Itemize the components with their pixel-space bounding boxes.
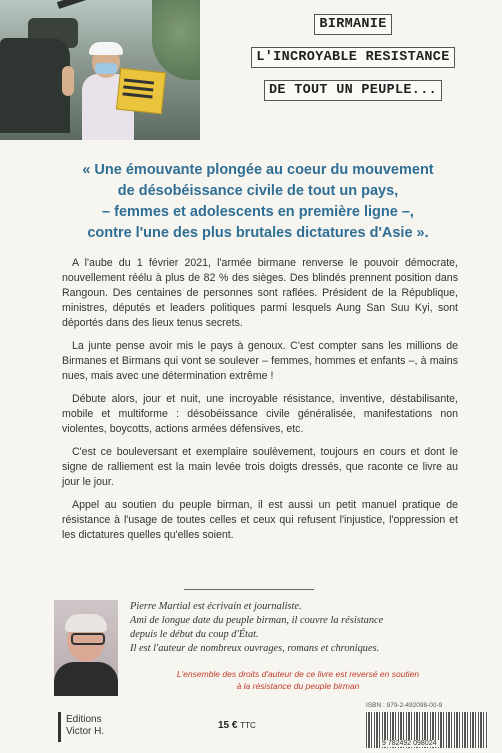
price-tax: TTC	[240, 721, 256, 730]
title-line-1: BIRMANIE	[314, 14, 391, 35]
author-jacket-shape	[54, 662, 118, 696]
author-bio-line-2: Ami de longue date du peuple birman, il couvre la résistance	[130, 615, 384, 626]
synopsis	[62, 256, 458, 551]
synopsis-paragraph-3: Débute alors, jour et nuit, une incroyable résistance, inventive, déstabilisante, mobile et multiforme : désobéissance civile généralisée, manifestations non violentes, boycotts, actions armées défensives, etc.	[62, 393, 458, 435]
blurb-quote	[48, 160, 468, 244]
royalties-line-2: à la résistance du peuple birman	[236, 681, 360, 691]
author-bio-line-3: depuis le début du coup d'État.	[130, 629, 259, 640]
quote-line-1: « Une émouvante plongée au coeur du mouvement	[82, 162, 434, 178]
price	[218, 720, 256, 731]
raised-hand-shape	[62, 66, 74, 96]
protester-cap-shape	[89, 42, 123, 55]
tank-gun-shape	[57, 0, 126, 9]
quote-line-2: de désobéissance civile de tout un pays,	[117, 183, 399, 199]
book-title	[212, 8, 494, 118]
synopsis-paragraph-4: C'est ce bouleversant et exemplaire soulèvement, toujours en cours et dont le signe de ralliement est la main levée trois doigts dressés, que raconte ce livre au jour le jour.	[62, 446, 458, 488]
author-bio-line-1: Pierre Martial est écrivain et journaliste.	[130, 601, 302, 612]
tree-shape	[152, 0, 200, 80]
title-line-2: L'INCROYABLE RESISTANCE	[251, 47, 454, 68]
protest-sign-shape	[116, 68, 166, 115]
publisher-name-line-2: Victor H.	[66, 726, 105, 737]
tank-shape	[0, 38, 70, 133]
section-divider	[184, 589, 314, 590]
cover-photo-protester	[0, 0, 200, 140]
protester-mask-shape	[95, 63, 117, 74]
author-glasses-shape	[71, 633, 105, 645]
quote-line-3: – femmes et adolescents en première ligne –,	[102, 204, 414, 220]
synopsis-paragraph-2: La junte pense avoir mis le pays à genoux. C'est compter sans les millions de Birmanes et Birmans qui vont se soulever – femmes, hommes et enfants –, à mains nues, mais avec une détermination extrême !	[62, 340, 458, 382]
isbn: ISBN : 979-2-492098-00-9	[366, 702, 443, 709]
author-photo	[54, 600, 118, 696]
royalties-notice	[118, 668, 478, 692]
quote-line-4: contre l'une des plus brutales dictatures d'Asie ».	[87, 225, 429, 241]
barcode-number: 9 782492 098024	[382, 740, 437, 747]
author-hair-shape	[65, 614, 107, 632]
publisher-logo-icon	[58, 712, 61, 742]
royalties-line-1: L'ensemble des droits d'auteur de ce livre est reversé en soutien	[176, 669, 420, 679]
author-bio	[130, 600, 480, 656]
author-bio-line-4: Il est l'auteur de nombreux ouvrages, romans et chroniques.	[130, 643, 380, 654]
title-line-3: DE TOUT UN PEUPLE...	[264, 80, 442, 101]
publisher-name-line-1: Editions	[66, 714, 102, 725]
price-amount: 15 €	[218, 720, 238, 731]
synopsis-paragraph-1: A l'aube du 1 février 2021, l'armée birmane renverse le pouvoir démocrate, nouvellement réélu à plus de 82 % des sièges. Des blindés prennent position dans Rangoun. Des centaines de personnes sont raflées. Président de la République, ministres, députés et leaders politiques parmi lesquels Aung San Suu Kyi, sont déportés dans des lieux tenus secrets.	[62, 257, 458, 329]
synopsis-paragraph-5: Appel au soutien du peuple birman, il est aussi un petit manuel pratique de résistance à l'usage de toutes celles et ceux qui refusent l'injustice, l'oppression et les dictatures quelles qu'elles soient.	[62, 499, 458, 541]
